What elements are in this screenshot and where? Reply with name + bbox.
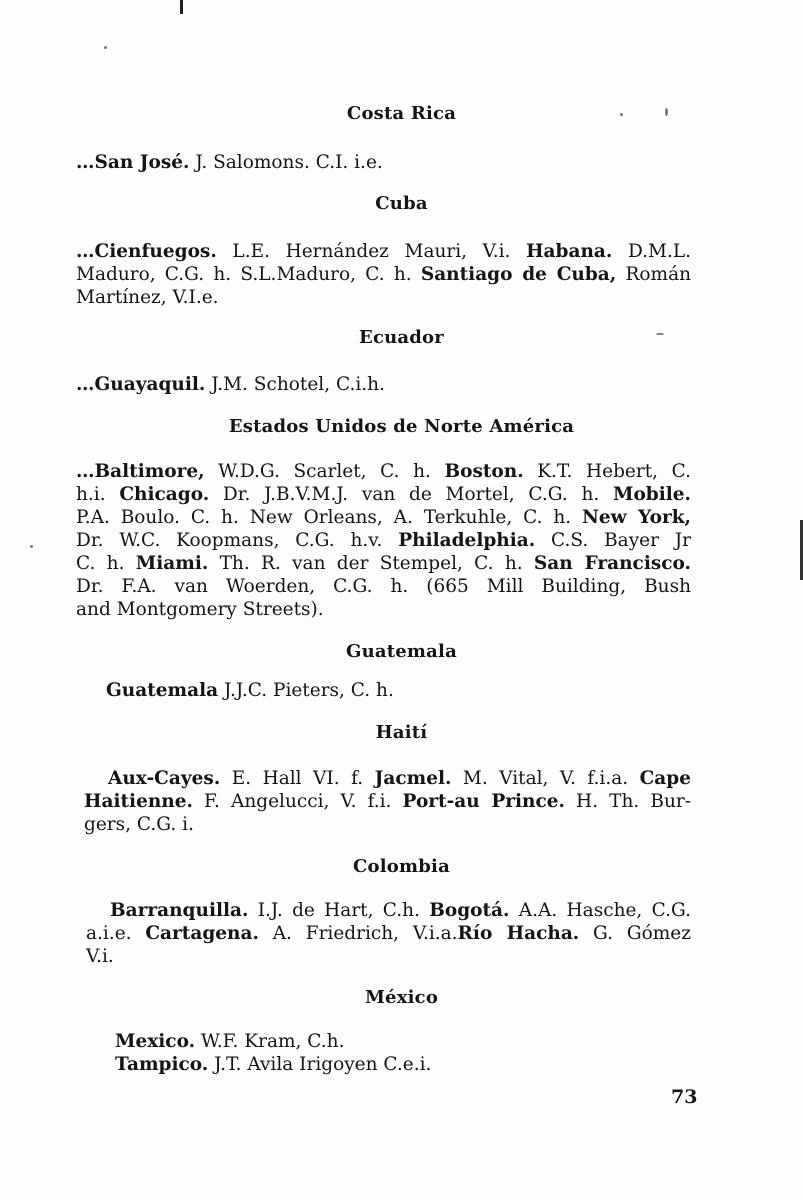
consul-text: W.D.G. Scarlet, C. h.: [204, 461, 445, 482]
city-name: Mobile.: [612, 484, 691, 505]
city-name: Port-au Prince.: [402, 791, 565, 812]
consul-text: gers, C.G. i.: [84, 814, 194, 835]
consul-text: Th. R. van der Stempel, C. h.: [208, 553, 534, 574]
scan-speck: [30, 545, 33, 548]
consul-text: P.A. Boulo. C. h. New Orleans, A. Terkuhle, C. h.: [76, 507, 582, 528]
section-heading-united-states: Estados Unidos de Norte América: [228, 416, 575, 437]
section-heading-colombia: Colombia: [353, 856, 450, 877]
consul-text: Dr. W.C. Koopmans, C.G. h.v.: [76, 530, 399, 551]
consul-text: and Montgomery Streets).: [76, 599, 324, 620]
consul-text: H. Th. Bur-: [564, 791, 691, 812]
consul-text: G. Gómez: [579, 923, 691, 944]
section-heading-costa-rica: Costa Rica: [346, 103, 457, 124]
city-name: …San José.: [76, 152, 190, 173]
city-name: …Cienfuegos.: [76, 241, 217, 262]
city-name: Río Hacha.: [457, 923, 580, 944]
text-line: [76, 899, 691, 922]
text-line: [76, 240, 691, 263]
section-body-ecuador: [76, 373, 691, 396]
page-number: 73: [671, 1086, 698, 1108]
city-name: Chicago.: [119, 484, 210, 505]
city-name: Habana.: [526, 241, 613, 262]
section-heading-guatemala: Guatemala: [346, 641, 457, 662]
consul-text: I.J. de Hart, C.h.: [248, 900, 430, 921]
text-line: [76, 575, 691, 598]
city-name: New York,: [582, 507, 691, 528]
text-line: [106, 679, 691, 702]
city-name: Santiago de Cuba,: [420, 264, 617, 285]
section-heading-cuba: Cuba: [375, 193, 428, 214]
text-line: [76, 552, 691, 575]
text-line: [76, 598, 691, 621]
city-name: Boston.: [444, 461, 524, 482]
section-body-cuba: [76, 240, 691, 309]
text-line: [76, 922, 691, 945]
scan-mark: [180, 0, 183, 14]
city-name: Aux-Cayes.: [108, 768, 221, 789]
consul-text: Martínez, V.I.e.: [76, 287, 219, 308]
text-line: [76, 151, 691, 174]
city-name: …Baltimore,: [76, 461, 205, 482]
section-body-costa-rica: [76, 151, 691, 174]
city-name: Mexico.: [115, 1031, 196, 1052]
text-line: [76, 813, 691, 836]
text-line: [76, 529, 691, 552]
section-body-guatemala: [106, 679, 691, 702]
consul-text: A. Friedrich, V.i.a.: [258, 923, 458, 944]
section-body-united-states: [76, 460, 691, 621]
city-name: Cartagena.: [145, 923, 259, 944]
consul-text: V.i.: [86, 946, 114, 967]
text-line: [76, 483, 691, 506]
text-line: [115, 1053, 691, 1076]
city-name: Tampico.: [115, 1054, 209, 1075]
consul-text: C.S. Bayer Jr: [535, 530, 691, 551]
city-name: Haitienne.: [84, 791, 193, 812]
section-heading-mexico: México: [364, 987, 439, 1008]
city-name: Barranquilla.: [110, 900, 249, 921]
consul-text: E. Hall VI. f.: [220, 768, 375, 789]
consul-text: Maduro, C.G. h. S.L.Maduro, C. h.: [76, 264, 421, 285]
city-name: Guatemala: [106, 680, 219, 701]
consul-text: Dr. J.B.V.M.J. van de Mortel, C.G. h.: [209, 484, 613, 505]
text-line: [76, 506, 691, 529]
consul-text: Dr. F.A. van Woerden, C.G. h. (665 Mill Building, Bush: [76, 576, 691, 597]
consul-text: J.M. Schotel, C.i.h.: [205, 374, 385, 395]
consul-text: W.F. Kram, C.h.: [195, 1031, 345, 1052]
consul-text: D.M.L.: [612, 241, 691, 262]
consul-text: J. Salomons. C.I. i.e.: [189, 152, 383, 173]
consul-text: J.J.C. Pieters, C. h.: [218, 680, 394, 701]
text-line: [76, 373, 691, 396]
text-line: [76, 790, 691, 813]
consul-text: A.A. Hasche, C.G.: [509, 900, 691, 921]
city-name: San Francisco.: [533, 553, 691, 574]
text-line: [115, 1030, 691, 1053]
text-line: [76, 286, 691, 309]
consul-text: h.i.: [76, 484, 120, 505]
city-name: Cape: [639, 768, 691, 789]
section-body-mexico: [115, 1030, 691, 1076]
text-line: [76, 945, 691, 968]
section-body-haiti: [76, 767, 691, 836]
city-name: …Guayaquil.: [76, 374, 206, 395]
city-name: Bogotá.: [429, 900, 510, 921]
city-name: Philadelphia.: [398, 530, 536, 551]
text-line: [76, 460, 691, 483]
city-name: Jacmel.: [374, 768, 452, 789]
consul-text: F. Angelucci, V. f.i.: [192, 791, 403, 812]
section-heading-haiti: Haití: [375, 722, 428, 743]
consul-text: C. h.: [76, 553, 136, 574]
consul-text: a.i.e.: [86, 923, 146, 944]
section-heading-ecuador: Ecuador: [359, 327, 444, 348]
scan-speck: [104, 46, 107, 49]
consul-text: K.T. Hebert, C.: [523, 461, 691, 482]
consul-text: J.T. Avila Irigoyen C.e.i.: [208, 1054, 432, 1075]
text-line: [76, 263, 691, 286]
text-line: [76, 767, 691, 790]
city-name: Miami.: [135, 553, 209, 574]
consul-text: M. Vital, V. f.i.a.: [451, 768, 640, 789]
section-body-colombia: [76, 899, 691, 968]
consul-text: Román: [616, 264, 692, 285]
consul-text: L.E. Hernández Mauri, V.i.: [216, 241, 527, 262]
